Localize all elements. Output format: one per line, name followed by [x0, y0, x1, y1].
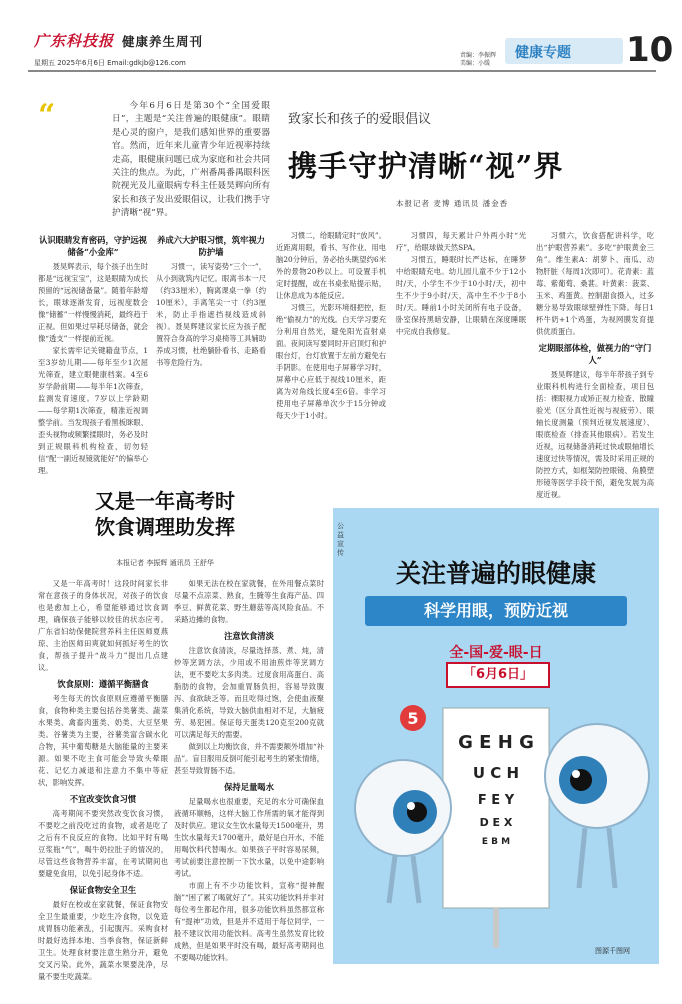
number-badge-text: 5 [407, 709, 419, 728]
header-rule [28, 70, 656, 72]
ad-title: 关注普遍的眼健康 [395, 559, 596, 588]
dateline: 星期五 2025年6月6日 Email:gdkjb@126.com [34, 59, 186, 67]
ad-image-credit: 图源千图网 [595, 947, 630, 955]
eyeball-character-left-icon [355, 760, 451, 903]
quote-mark-icon: “ [38, 98, 56, 133]
ad-side-label: 公益宣传 [337, 522, 344, 557]
paper-logo: 广东科技报 健康养生周刊 [34, 32, 204, 50]
ad-illustration [333, 688, 659, 964]
eye-chart-row-2: U C H [472, 764, 520, 782]
article1-subhead-1: 认识眼睛发育密码，守护远视储备“小金库” [39, 235, 147, 257]
article1-column-5: 习惯六，饮食搭配讲科学，吃出“护眼营养素”。多吃“护眼黄金三角”。维生素A：胡萝卜、南瓜、动物肝脏（每周1次即可）。花青素：蓝莓、紫葡萄、桑葚。叶黄素：菠菜、玉米、鸡蛋黄。控制甜食摄入，过多糖分易导致眼球壁弹性下降。每日1杯牛奶+1个鸡蛋，为视网膜发育提供优质蛋白。 定期眼部体检，做视力的“守门人” 聂昊辉建议，每半年带孩子到专业眼科机构进行全面检查，项目包括：裸眼视力或矫正视力检查、散瞳验光（区分真性近视与视疲劳）、眼轴长度测量（预判近视发展速度）、眼底检查（排查其他眼病）。若发生近视，远视储备消耗过快或眼轴增长速度过快等情况，需及时采用正规的防控方式，如框架防控眼镜、角膜塑形镜等医学手段干预，避免发展为高度近视。 [536, 231, 654, 499]
ad-date-label: 「6月6日」 [446, 662, 550, 688]
page-number: 10 [626, 30, 674, 70]
eye-chart-row-3: F E Y [477, 793, 515, 808]
eye-chart-row-5: E B M [481, 837, 511, 847]
editor-credits: 责编：李振辉 美编：小缓 [460, 52, 497, 67]
eye-chart-stand [493, 908, 499, 948]
supplement-name: 健康养生周刊 [122, 34, 204, 49]
article1-column-2: 养成六大护眼习惯，筑牢视力防护墙 习惯一，读写姿势“三个一”，从小到就筑内记忆。眼离书本一尺（约33厘米），胸离课桌一拳（约10厘米），手离笔尖一寸（约3厘米，防止手指遮挡视线造成斜视）。聂昊辉建议家长应为孩子配置符合身高的学习桌椅等工具辅助养成习惯，杜绝躺卧看书、走路看书等危险行为。 [156, 235, 266, 367]
section-tag: 健康专题 [505, 38, 623, 64]
article1-column-1: 认识眼睛发育密码，守护远视储备“小金库” 聂昊辉表示，每个孩子出生时都是“远视宝宝”，这是眼睛为成长预留的“远视储备量”。随着年龄增长，眼球逐渐发育，远视度数会像“储蓄”一样慢慢消耗，最终趋于正视。但如果过早耗尽储备，就会像“透支”一样提前近视。 家长需牢记关键籍盘节点，1至3岁幼儿期——每年至少1次屈光筛查，建立眼健康档案。4至6岁学龄前期——每半年1次筛查，监测发育速度。7岁以上学龄期——每学期1次筛查，精准近视调整学前。当发现孩子看黑板眯眼、歪头视物或频繁揉眼时，务必及时到正规眼科机构检查，切勿轻信“配一副近视镜就能好”的偏举心理。 [38, 235, 148, 475]
ad-day-label: 全-国-爱-眼-日 [449, 645, 543, 661]
article2-column-2: 如果无法在校在家就餐，在外用餐点菜时尽量不点凉菜、熟食，生腌等生食海产品、四季豆、鲜黄花菜、野生蘑菇等高风险食品。不采路边摊的食物。 注意饮食清淡 注意饮食清淡，尽量选择蒸、煮、炖，清炒等烹调方法，少用或不用油煎炸等烹调方法，更不要吃太多肉类。过度食用高蛋白、高脂肪的食物，会加重胃肠负担，容易导致腹泻、食欲缺乏等。而且吃得过饱，会使血液聚集消化系统，导致大脑供血相对不足，大脑疲劳、易犯困。保证每天蛋类120克至200克就可以满足每天的需要。 做到以上均衡饮食，并不需要额外增加“补品”。盲目服用反倒可能引起考生的紧张情绪，甚至导致胃肠不适。 保持足量喝水 足量喝水也很重要，充足的水分可确保血液循环顺畅，这样大脑工作所需的氧才能得到及时供应。建议女生饮水量每天1500毫升，男生饮水量每天1700毫升，最好是白开水，不能用喝饮料代替喝水。如果孩子平时容易尿频，考试前要注意控制一下饮水量，以免中途影响考试。 市面上有不少功能饮料，宣称“提神醒脑”“困了累了喝就好了”。其实功能饮料并非对每位考生都起作用，很多功能饮料虽然都宣称有“提神”功效，但是并不适用于每位同学，一般不建议饮用功能饮料。高考生虽然发育比较成熟，但是如果平时没有喝，最好高考期间也不要喝功能饮料。 [174, 579, 324, 962]
article1-column-4: 习惯四，每天累计户外两小时“光疗”，给眼球做天然SPA。 习惯五，睡眠时长严达标，在睡梦中给眼睛充电。幼儿园儿童不少于12小时/天，小学生不少于10小时/天，初中生不少于9小时/天，高中生不少于8小时/天。睡前1小时关闭所有电子设备，卧室保持黑暗安静，让眼睛在深度睡眠中完成自我修复。 [396, 231, 526, 336]
article1-subhead-2: 养成六大护眼习惯，筑牢视力防护墙 [157, 235, 265, 257]
article1-column-3: 习惯二，给眼睛定时“放风”。近距离用眼，看书、写作业、用电脑20分钟后，务必抬头眺望约6米外的景物20秒以上。可设置手机定时提醒，或在书桌张贴提示贴，让休息成为本能反应。 习惯三，光影环境细把控，拒绝“偷视力”的光线。白天学习要充分利用自然光，避免阳光直射桌面。夜间读写要同时开启顶灯和护眼台灯，台灯放置于左前方避免右手阴影。在使用电子屏幕学习时，屏幕中心应低于视线10厘米，距离为对角线长度4至6倍。非学习使用电子屏幕单次少于15分钟或每天少于1小时。 [276, 231, 386, 420]
article1-intro: 今年6月6日是第30个“全国爱眼日”，主题是“关注普遍的眼健康”。眼睛是心灵的窗户，是我们感知世界的重要器官。然而，近年来儿童青少年近视率持续走高，眼健康问题已成为家庭和社会共同关注的焦点。为此，广州番禺番禺眼科医院视光及儿童眼病专科主任聂昊辉向所有家长和孩子发出爱眼倡议，让我们携手守护清晰“视”界。 [112, 101, 270, 219]
public-service-ad [333, 508, 659, 964]
article2-byline: 本报记者 李振辉 通讯员 王舒华 [116, 559, 214, 567]
article2-headline: 又是一年高考时 饮食调理助发挥 [95, 489, 235, 539]
ad-slogan-band: 科学用眼，预防近视 [365, 596, 627, 626]
eye-chart-row-4: D E X [479, 816, 513, 829]
article1-kicker: 致家长和孩子的爱眼倡议 [288, 112, 432, 127]
article1-subhead-3: 定期眼部体检，做视力的“守门人” [538, 343, 652, 365]
eyeball-character-right-icon [545, 724, 649, 888]
article2-column-1: 又是一年高考时！这段时间家长非常在意孩子的身体状况，对孩子的饮食也是愈加上心，希望能够通过饮食调理，确保孩子能够以较佳的状态应考。广东省妇幼保健院营养科主任医师夏燕琼、主治医师田爽就如何抓好考生的饮食，帮孩子提升“战斗力”提出几点建议。 饮食原则：遵循平衡膳食 考生每天的饮食原则应遵循平衡膳食，食物种类主要包括谷类薯类、蔬菜水果类、禽畜肉蛋类、奶类、大豆坚果类。谷薯类为主要，谷薯类富含碳水化合物，其中葡萄糖是大脑能量的主要来源。如果不吃主食可能会导致头晕眼花、记忆力减退和注意力不集中等症状，影响发挥。 不宜改变饮食习惯 高考期间不要突然改变饮食习惯，不要吃之前没吃过的食物，或者是吃了之后有不良反应的食物。比如平时有喝豆浆瓶“气”，喝牛奶拉肚子的情况的，尽管这些食物营养丰富，在考试期间也要避免食用，以免引起身体不适。 保证食物安全卫生 最好在校或在家就餐，保证食物安全卫生最重要，少吃生冷食物，以免造成胃肠功能紊乱，引起腹泻。采购食材时最好选择本地、当季食物，保证新鲜卫生。处理食材要注意生熟分开，避免交叉污染。此外，蔬菜水果要洗净，尽量不要生吃蔬菜。 [38, 579, 168, 981]
article1-byline: 本报记者 麦博 通讯员 潘金香 [396, 199, 509, 208]
eye-chart-row-1: G E H G [458, 732, 534, 753]
article1-headline: 携手守护清晰“视”界 [288, 149, 564, 183]
